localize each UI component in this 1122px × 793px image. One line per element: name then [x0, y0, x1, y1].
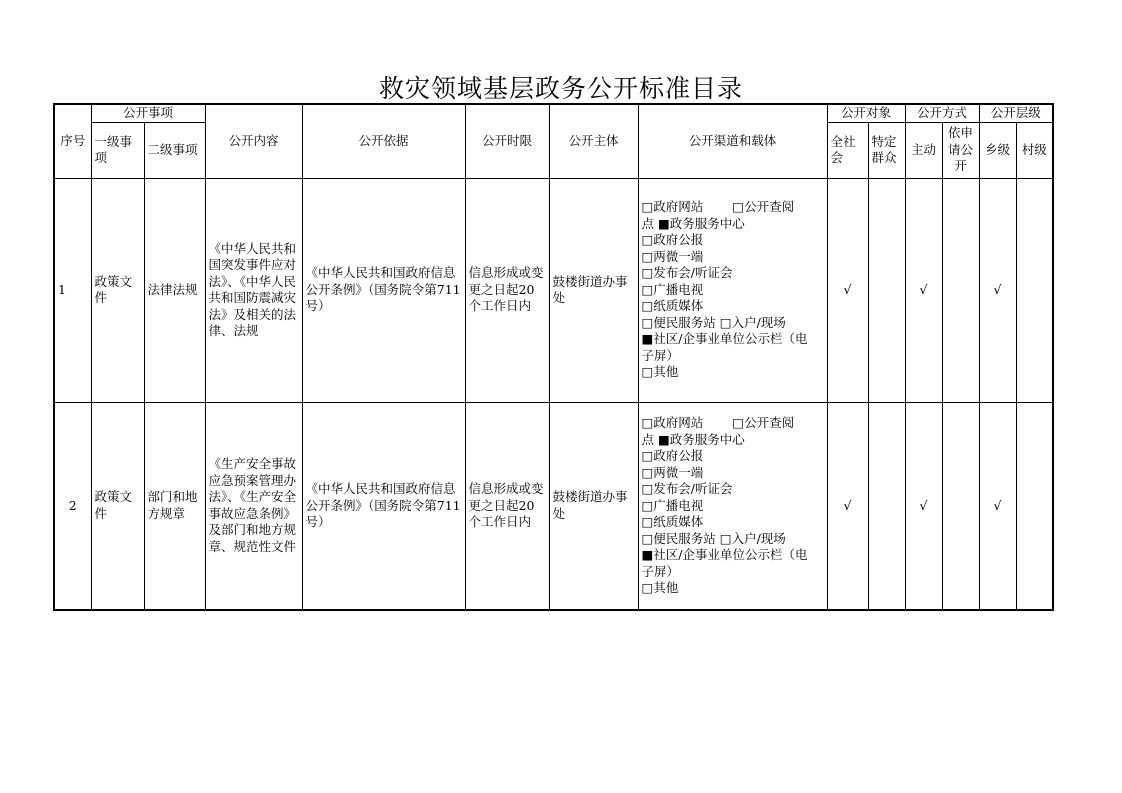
page-title: 救灾领域基层政务公开标准目录	[378, 74, 743, 103]
channel-line: 子屏）	[641, 563, 680, 579]
channel-line: □广播电视	[641, 497, 704, 513]
channel-line: □纸质媒体	[641, 514, 704, 529]
channel-line: □便民服务站 □入户/现场	[641, 530, 786, 546]
row-content: 《中华人民共和国突发事件应对法》、《中华人民共和国防震减灾法》及相关的法律、法规	[205, 178, 302, 402]
row-object-specific	[868, 402, 905, 610]
header-level-town: 乡级	[979, 122, 1016, 178]
channel-line: 子屏）	[641, 347, 680, 363]
row-level2: 法律法规	[144, 178, 205, 402]
header-time-limit: 公开时限	[465, 104, 549, 178]
table-row	[54, 402, 1053, 610]
channel-line: □其他	[641, 364, 679, 380]
table-row	[54, 178, 1053, 402]
header-seq: 序号	[54, 104, 91, 178]
row-mode-active: √	[905, 402, 942, 610]
channel-line: □纸质媒体	[641, 298, 704, 314]
row-subject: 鼓楼街道办事处	[549, 402, 638, 610]
header-level-group: 公开层级	[979, 104, 1053, 122]
row-channels	[638, 178, 827, 402]
row-time-limit: 信息形成或变更之日起20个工作日内	[465, 178, 549, 402]
row-basis: 《中华人民共和国政府信息公开条例》（国务院令第711号）	[302, 402, 465, 610]
header-mode-apply: 依申请公开	[942, 122, 979, 178]
channel-line: 点 ■政务服务中心	[641, 431, 745, 447]
row-seq: 1	[54, 178, 91, 402]
catalog-table	[53, 103, 1054, 611]
row-object-all: √	[827, 402, 868, 610]
header-level2: 二级事项	[144, 122, 205, 178]
header-channel: 公开渠道和载体	[638, 104, 827, 178]
channel-line: □政府网站 □公开查阅	[641, 199, 795, 215]
header-level-village: 村级	[1016, 122, 1053, 178]
header-mode-active: 主动	[905, 122, 942, 178]
channel-line: 点 ■政务服务中心	[641, 215, 745, 231]
channel-line: □政府网站 □公开查阅	[641, 415, 795, 430]
header-basis: 公开依据	[302, 104, 465, 178]
header-matter-group: 公开事项	[91, 104, 205, 122]
row-mode-apply	[942, 178, 979, 402]
channel-line: □政府公报	[641, 232, 704, 248]
row-mode-apply	[942, 402, 979, 610]
row-level-village	[1016, 178, 1053, 402]
row-level1: 政策文件	[91, 402, 144, 610]
header-object-specific: 特定群众	[868, 122, 905, 178]
channel-line: ■社区/企事业单位公示栏（电	[641, 547, 808, 562]
row-object-all: √	[827, 178, 868, 402]
channel-line: □便民服务站 □入户/现场	[641, 314, 786, 330]
channel-line: □其他	[641, 580, 679, 595]
header-level1: 一级事项	[91, 122, 144, 178]
row-subject: 鼓楼街道办事处	[549, 178, 638, 402]
row-time-limit: 信息形成或变更之日起20个工作日内	[465, 402, 549, 610]
header-subject: 公开主体	[549, 104, 638, 178]
header-mode-group: 公开方式	[905, 104, 979, 122]
row-basis: 《中华人民共和国政府信息公开条例》（国务院令第711号）	[302, 178, 465, 402]
channel-line: □发布会/听证会	[641, 265, 733, 281]
header-content: 公开内容	[205, 104, 302, 178]
row-level-town: √	[979, 178, 1016, 402]
channel-line: ■社区/企事业单位公示栏（电	[641, 331, 808, 347]
row-level-village	[1016, 402, 1053, 610]
row-object-specific	[868, 178, 905, 402]
header-object-all: 全社会	[827, 122, 868, 178]
row-level-town: √	[979, 402, 1016, 610]
row-content: 《生产安全事故应急预案管理办法》、《生产安全事故应急条例》及部门和地方规章、规范性文件	[205, 402, 302, 610]
row-level2: 部门和地方规章	[144, 402, 205, 610]
row-mode-active: √	[905, 178, 942, 402]
row-seq: 2	[54, 402, 91, 610]
channel-line: □两微一端	[641, 248, 704, 264]
channel-line: □政府公报	[641, 448, 704, 463]
row-level1: 政策文件	[91, 178, 144, 402]
channel-line: □发布会/听证会	[641, 481, 733, 496]
channel-line: □广播电视	[641, 281, 704, 297]
channel-line: □两微一端	[641, 464, 704, 480]
header-object-group: 公开对象	[827, 104, 905, 122]
row-channels	[638, 402, 827, 610]
